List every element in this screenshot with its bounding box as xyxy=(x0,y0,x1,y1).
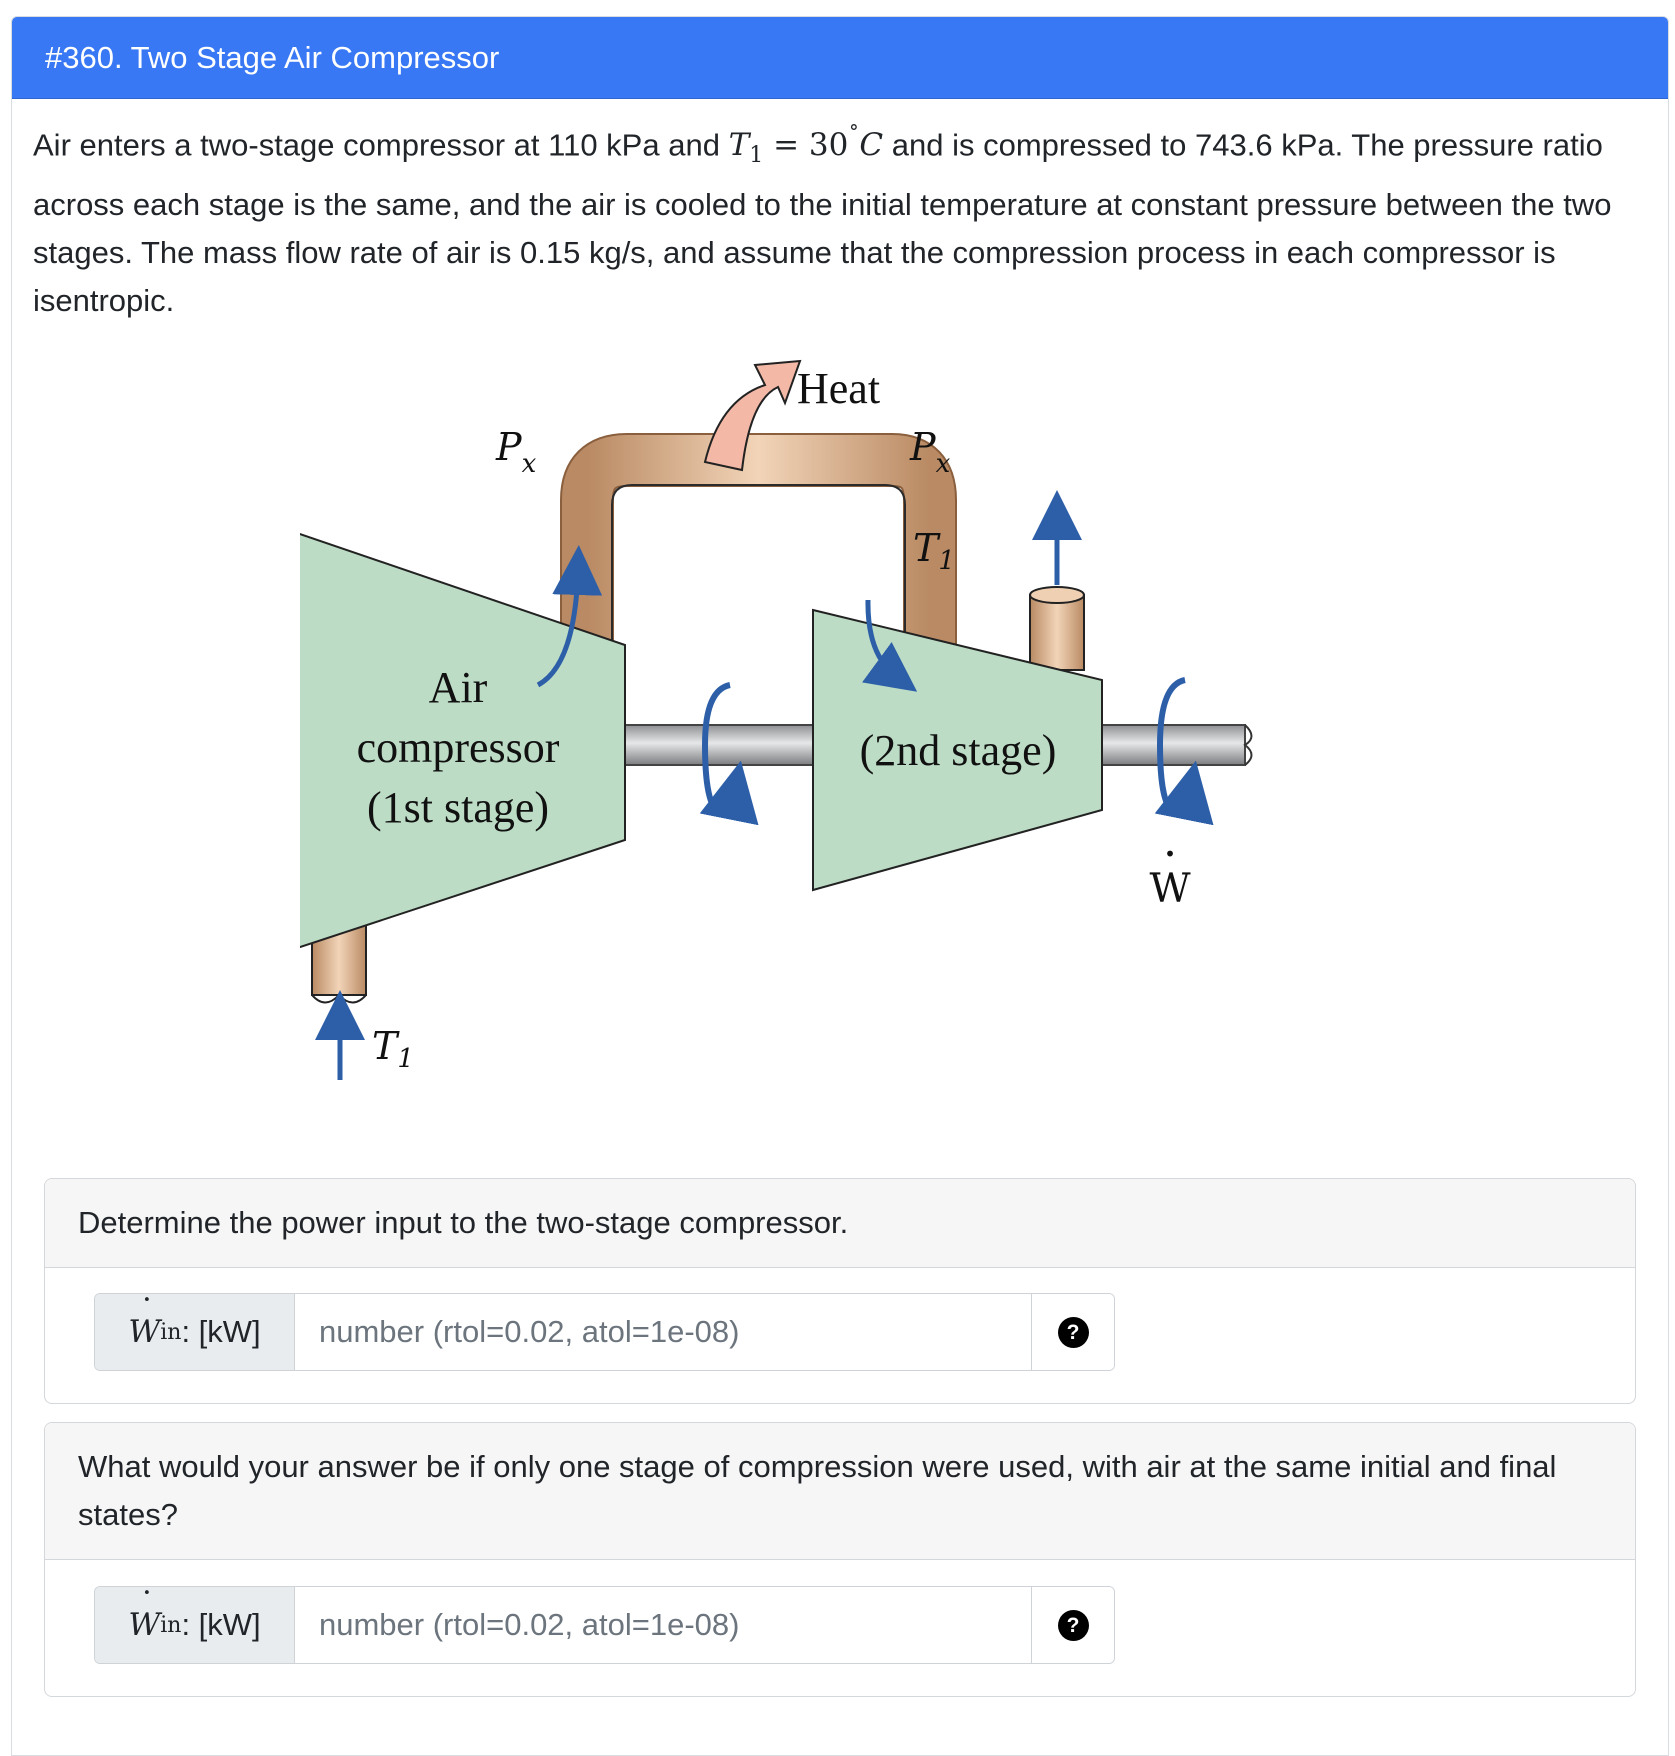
problem-text-end: and is compressed to 743.6 kPa. The pressure ratio across each stage is the same, and the air is cooled to the initial temperature at constant pressure between the two stages. The mass flow rate of air is 0.15 kg/s, and assume that the compression process in each compressor is isentropic. xyxy=(33,127,1612,318)
px-label-right: $P_x$ xyxy=(910,425,951,479)
problem-statement xyxy=(33,114,1633,325)
intercooler-pipe xyxy=(587,460,930,645)
stage2-label: (2nd stage) xyxy=(859,726,1057,775)
work-dot: • xyxy=(1164,842,1176,866)
stage1-label-line1: Air xyxy=(428,663,488,712)
answer-input-group-1 xyxy=(94,1293,1115,1371)
part-2-prompt: What would your answer be if only one stage of compression were used, with air at the same initial and final states? xyxy=(45,1423,1635,1560)
question-icon[interactable]: ? xyxy=(1058,1317,1089,1348)
answer-label-1: ˙ W in : [kW] xyxy=(95,1294,295,1370)
part-1-prompt: Determine the power input to the two-stage compressor. xyxy=(45,1179,1635,1268)
answer-input-group-2 xyxy=(94,1586,1115,1664)
help-button-2[interactable] xyxy=(1031,1587,1114,1663)
t1-label-inlet: $T_1$ xyxy=(372,1024,414,1074)
t1-label-intercooler: $T_1$ xyxy=(913,526,955,576)
power-input-two-stage[interactable] xyxy=(295,1294,1031,1370)
heat-label: Heat xyxy=(797,364,881,413)
problem-text-start: Air enters a two-stage compressor at 110 kPa and xyxy=(33,127,729,163)
stage1-label-line3: (1st stage) xyxy=(366,783,550,832)
answer-label-2: ˙ W in : [kW] xyxy=(95,1587,295,1663)
power-input-single-stage[interactable] xyxy=(295,1587,1031,1663)
temperature-expression: $T_1 = 30^˚C$ xyxy=(728,125,884,169)
question-icon[interactable]: ? xyxy=(1058,1610,1089,1641)
question-part-1 xyxy=(44,1178,1636,1404)
work-label: W xyxy=(1149,866,1191,912)
compressor-diagram xyxy=(300,345,1390,1160)
question-title: #360. Two Stage Air Compressor xyxy=(12,17,1668,99)
stage1-label-line2: compressor xyxy=(356,723,560,772)
question-part-2 xyxy=(44,1422,1636,1697)
outlet-pipe xyxy=(1030,595,1084,670)
help-button-1[interactable] xyxy=(1031,1294,1114,1370)
px-label-left: $P_x$ xyxy=(496,425,537,479)
